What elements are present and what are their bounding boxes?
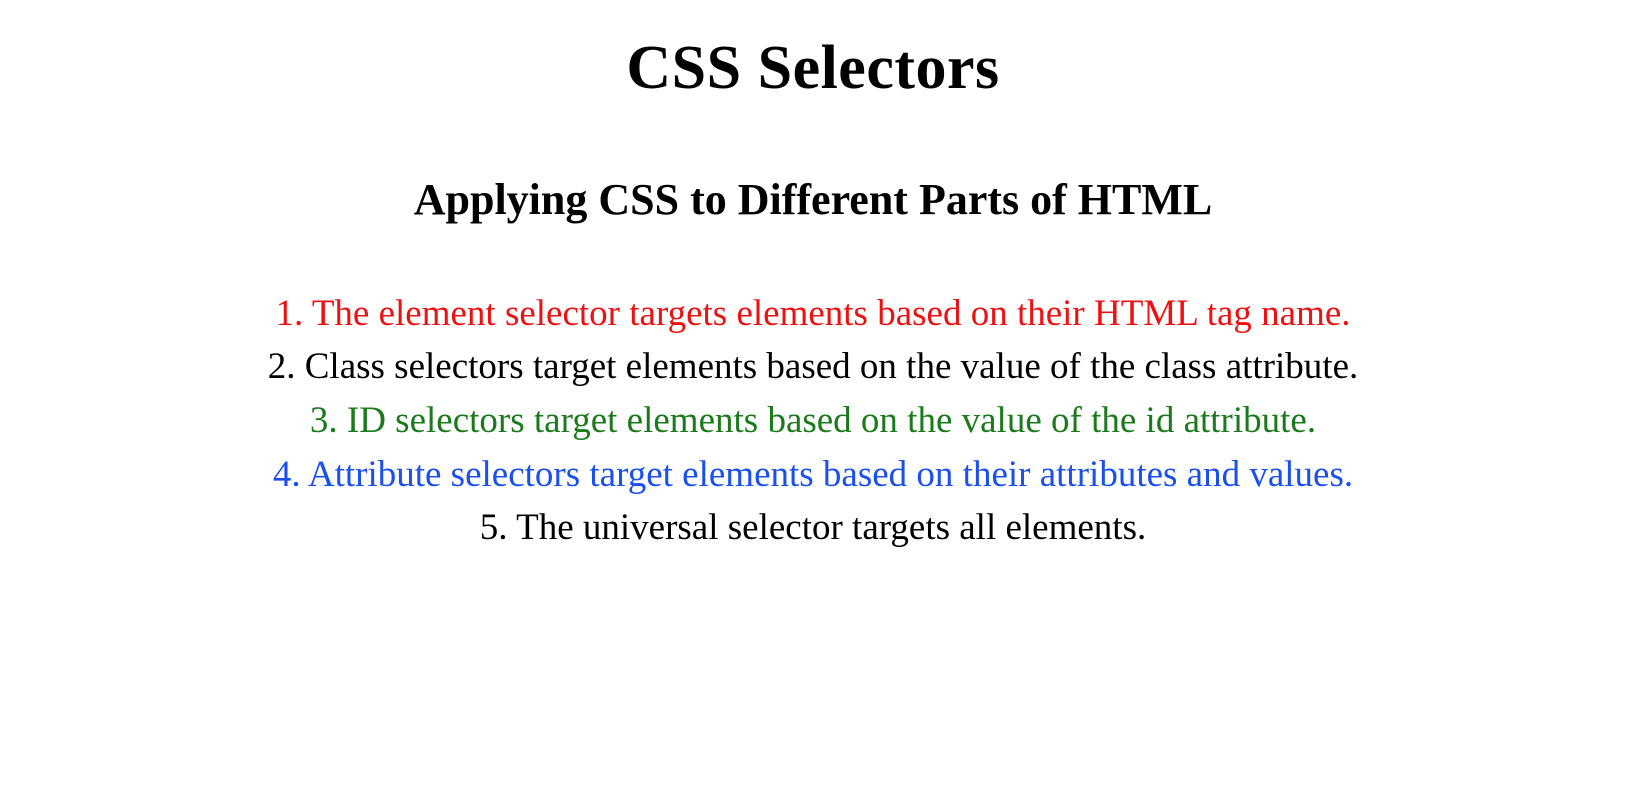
list-item-text: Class selectors target elements based on the value of the class attribute. [304,346,1359,388]
list-item-number: 2. [267,346,296,388]
list-item-number: 5. [479,507,508,549]
list-item-number: 1. [275,292,304,334]
list-item-text: ID selectors target elements based on the value of the id attribute. [346,399,1317,441]
list-item [0,501,1626,555]
list-item-number: 3. [309,399,338,441]
list-item-number: 4. [272,453,301,495]
list-item-text: Attribute selectors target elements based on their attributes and values. [307,453,1354,495]
list-item [0,394,1626,448]
page-title: CSS Selectors [626,34,1000,102]
list-item [0,340,1626,394]
list-item [0,287,1626,341]
list-item-text: The universal selector targets all elements. [516,507,1147,549]
selector-list [0,225,1626,555]
list-item [0,448,1626,502]
list-item-text: The element selector targets elements based on their HTML tag name. [311,292,1351,334]
page-subtitle: Applying CSS to Different Parts of HTML [413,175,1213,225]
